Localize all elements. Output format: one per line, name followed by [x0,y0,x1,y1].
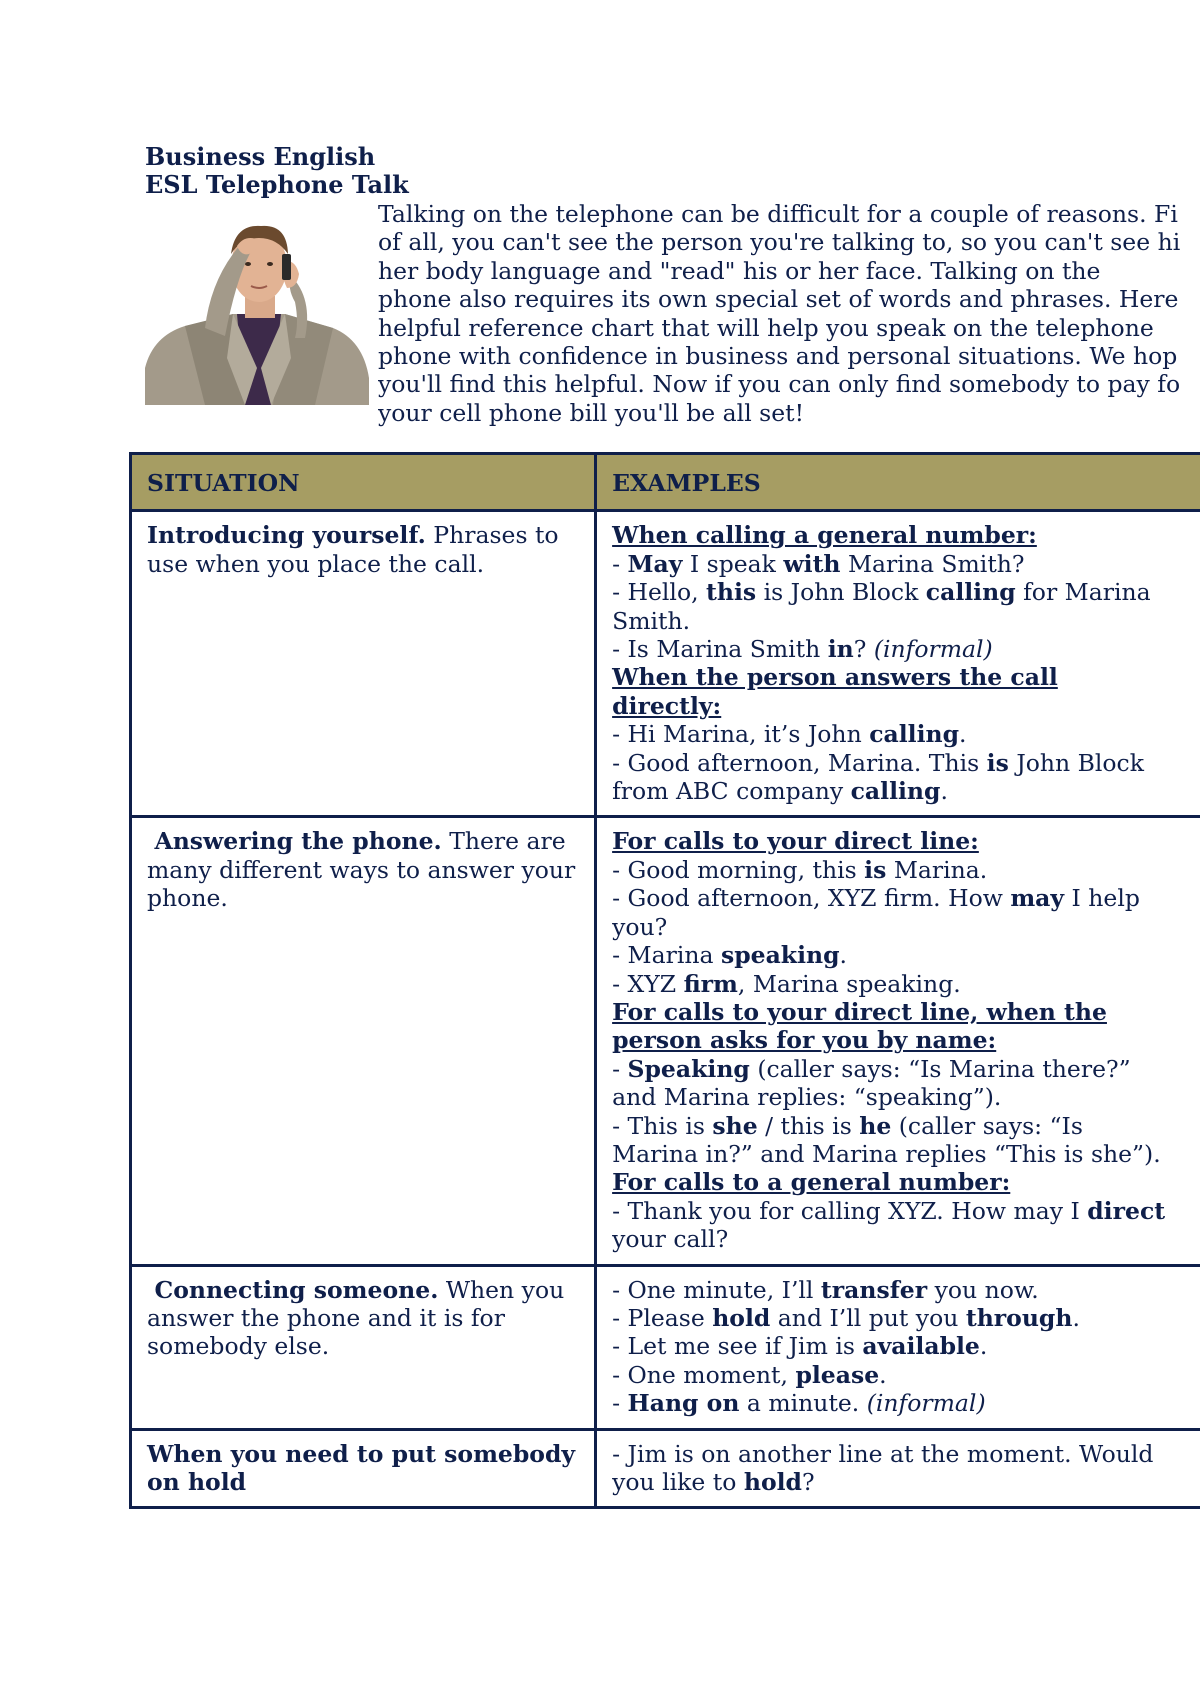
examples-heading: directly: [612,691,722,720]
situation-text: When you [438,1275,565,1304]
example-line: - Thank you for calling XYZ. How may I direct [612,1196,1166,1225]
intro-line: phone also requires its own special set of words and phrases. Here [378,285,1179,314]
situation-text: use when you place the call. [147,549,485,578]
situation-title: Introducing yourself. [147,521,426,550]
situation-text: phone. [147,884,228,913]
example-line: - One minute, I’ll transfer you now. [612,1275,1039,1304]
situation-title: Answering the phone. [154,827,442,856]
table-row [131,511,1200,817]
situation-title: Connecting someone. [154,1275,439,1304]
example-line: and Marina replies: “speaking”). [612,1083,1002,1112]
businessman-on-phone-image [145,218,370,405]
situation-text: Phrases to [425,521,559,550]
table-row [131,1265,1200,1429]
intro-paragraph [378,200,1200,427]
situation-cell [131,817,596,1265]
examples-heading: person asks for you by name: [612,1026,997,1055]
example-line: - Please hold and I’ll put you through. [612,1303,1080,1332]
intro-line: of all, you can't see the person you're talking to, so you can't see hi [378,228,1181,257]
situation-text: many different ways to answer your [147,855,576,884]
example-line: you like to hold? [612,1468,815,1496]
example-line: - Good afternoon, XYZ firm. How may I help [612,884,1140,913]
example-line: your call? [612,1225,729,1254]
example-line: - May I speak with Marina Smith? [612,549,1025,578]
examples-heading: For calls to a general number: [612,1168,1011,1197]
example-line: - Hello, this is John Block calling for Marina [612,578,1151,607]
intro-line: phone with confidence in business and personal situations. We hop [378,342,1178,371]
example-line: Marina in?” and Marina replies “This is she”). [612,1139,1161,1168]
example-line: - Jim is on another line at the moment. Would [612,1439,1154,1468]
examples-cell [596,1265,1200,1429]
table-header-row [131,454,1200,511]
examples-cell [596,817,1200,1265]
situation-cell [131,511,596,817]
example-line: - Let me see if Jim is available. [612,1332,988,1361]
situation-text: answer the phone and it is for [147,1303,505,1332]
examples-heading: For calls to your direct line, when the [612,997,1107,1026]
example-line: - Hang on a minute. (informal) [612,1389,986,1418]
example-line: you? [612,912,668,941]
intro-line: Talking on the telephone can be difficult for a couple of reasons. Fi [378,200,1178,228]
example-line: - Good morning, this is Marina. [612,855,988,884]
example-line: - Speaking (caller says: “Is Marina there?” [612,1054,1131,1083]
situation-title: When you need to put somebody [147,1439,576,1468]
example-line: from ABC company calling. [612,777,948,806]
example-line: - XYZ firm, Marina speaking. [612,969,961,998]
example-line: - Good afternoon, Marina. This is John Block [612,748,1144,777]
situation-text: There are [441,827,566,856]
situation-cell [131,1429,596,1508]
examples-heading: For calls to your direct line: [612,827,979,856]
example-line: - Is Marina Smith in? (informal) [612,635,993,664]
example-line: Smith. [612,606,691,635]
document-subtitle: ESL Telephone Talk [145,170,409,199]
example-line: - One moment, please. [612,1360,887,1389]
document-title: Business English [145,142,376,171]
examples-cell [596,511,1200,817]
table-row [131,817,1200,1265]
table-row [131,1429,1200,1508]
intro-line: you'll find this helpful. Now if you can only find somebody to pay fo [378,370,1181,399]
example-line: - Hi Marina, it’s John calling. [612,720,967,749]
intro-line: her body language and "read" his or her face. Talking on the [378,256,1101,285]
header-situation: SITUATION [131,454,596,511]
situation-text: somebody else. [147,1332,330,1361]
examples-cell [596,1429,1200,1508]
intro-line: your cell phone bill you'll be all set! [378,398,805,427]
situation-cell [131,1265,596,1429]
intro-line: helpful reference chart that will help you speak on the telephone [378,313,1154,342]
example-line: - Marina speaking. [612,941,848,970]
example-line: - This is she / this is he (caller says: “Is [612,1111,1083,1140]
situation-title: on hold [147,1468,247,1496]
examples-heading: When calling a general number: [612,521,1037,550]
phrases-table [129,452,1200,1509]
header-examples: EXAMPLES [596,454,1200,511]
examples-heading: When the person answers the call [612,663,1058,692]
